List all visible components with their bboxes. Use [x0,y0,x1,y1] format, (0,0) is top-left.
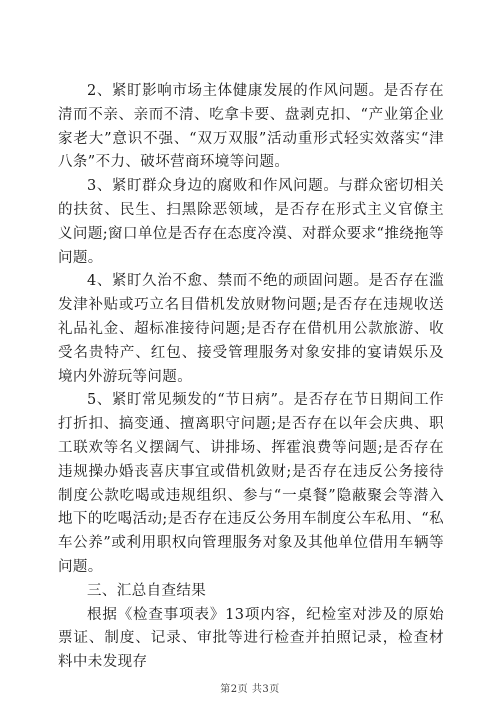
paragraph-item-2: 2、紧盯影响市场主体健康发展的作风问题。是否存在清而不亲、亲而不清、吃拿卡要、盘剥克扣、“产业第企业家老大”意识不强、“双万双服”活动重形式轻实效落实“津八条”不力、破坏营商环境等问题。 [58,83,444,171]
paragraph-item-5: 5、紧盯常见频发的“节日病”。是否存在节日期间工作打折扣、搞变通、擅离职守问题;是否存在以年会庆典、职工联欢等名义摆阔气、讲排场、挥霍浪费等问题;是否存在违规操办婚丧喜庆事宜或借机敛财;是否存在违反公务接待制度公款吃喝或违规组织、参与“一桌餐”隐蔽聚会等潜入地下的吃喝活动;是否存在违反公务用车制度公车私用、“私车公养”或利用职权向管理服务对象及其他单位借用车辆等问题。 [58,392,444,575]
document-body [58,80,444,675]
closing-paragraph: 根据《检查事项表》13项内容，纪检室对涉及的原始票证、制度、记录、审批等进行检查并拍照记录，检查材料中未发现存 [58,606,444,671]
paragraph-item-3: 3、紧盯群众身边的腐败和作风问题。与群众密切相关的扶贫、民生、扫黑除恶领域，是否存在形式主义官僚主义问题;窗口单位是否存在态度冷漠、对群众要求“推绕拖等问题。 [58,178,444,266]
paragraph-item-4: 4、紧盯久治不愈、禁而不绝的顽固问题。是否存在滥发津补贴或巧立名目借机发放财物问题;是否存在违规收送礼品礼金、超标准接待问题;是否存在借机用公款旅游、收受名贵特产、红包、接受管理服务对象安排的宴请娱乐及境内外游玩等问题。 [58,273,444,385]
section-heading: 三、汇总自查结果 [87,582,207,599]
page-number-footer: 第2页 共3页 [220,684,280,695]
